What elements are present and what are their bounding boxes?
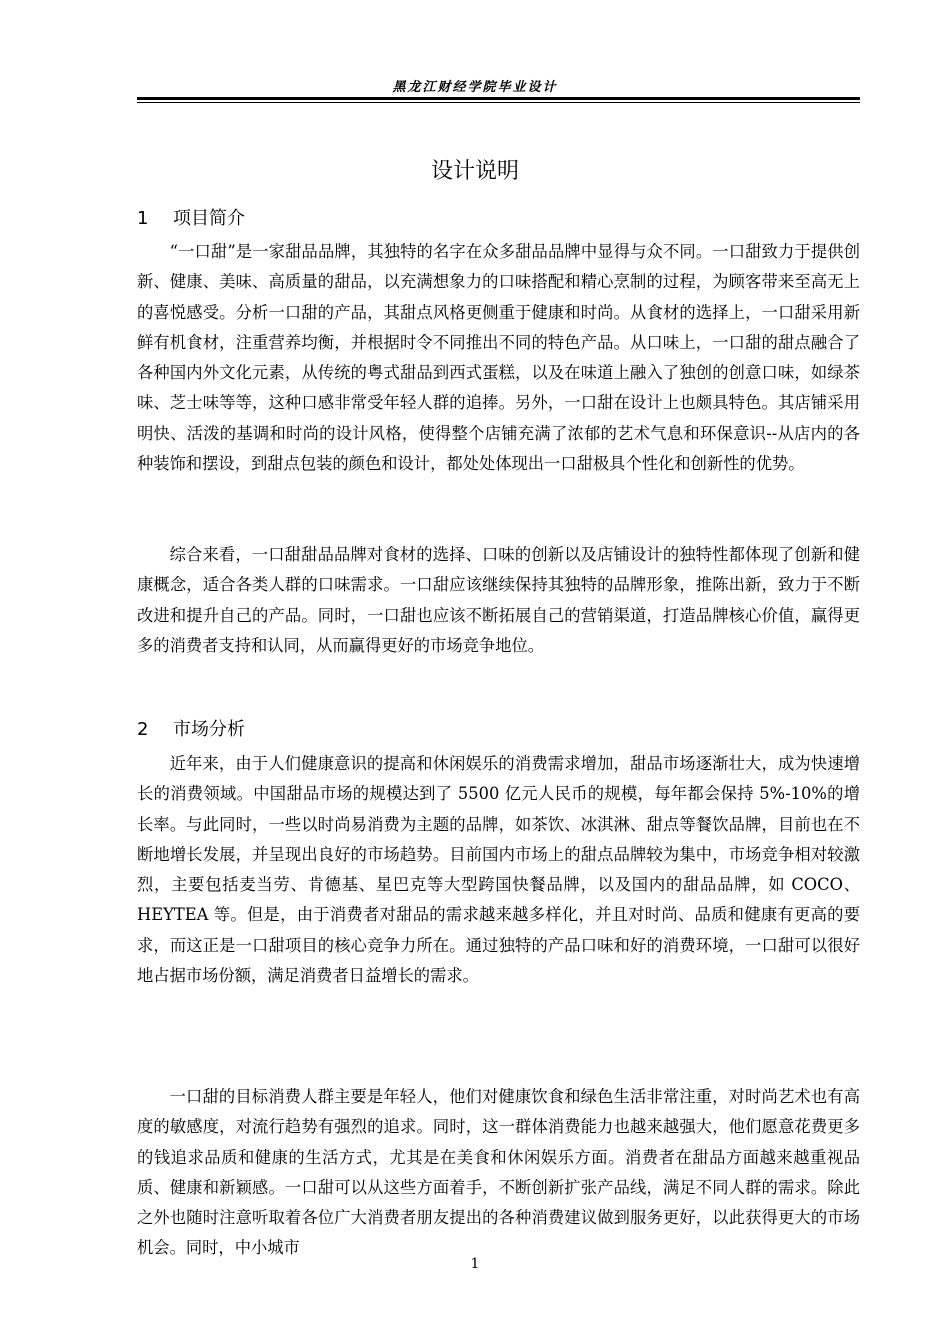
- section-number: 2: [137, 719, 149, 740]
- header-rule-thick: [137, 97, 860, 100]
- section-title: 市场分析: [173, 719, 245, 740]
- paragraph: “一口甜”是一家甜品品牌，其独特的名字在众多甜品品牌中显得与众不同。一口甜致力于提供创新、健康、美味、高质量的甜品，以充满想象力的口味搭配和精心烹制的过程，为顾客带来至高无上的喜悦感受。分析一口甜的产品，其甜点风格更侧重于健康和时尚。从食材的选择上，一口甜采用新鲜有机食材，注重营养均衡，并根据时令不同推出不同的特色产品。从口味上，一口甜的甜点融合了各种国内外文化元素，从传统的粤式甜品到西式蛋糕，以及在味道上融入了独创的创意口味，如绿茶味、芝士味等等，这种口感非常受年轻人群的追捧。另外，一口甜在设计上也颇具特色。其店铺采用明快、活泼的基调和时尚的设计风格，使得整个店铺充满了浓郁的艺术气息和环保意识--从店内的各种装饰和摆设，到甜点包装的颜色和设计，都处处体现出一口甜极具个性化和创新性的优势。: [137, 242, 860, 474]
- header-rule-thin: [137, 102, 860, 103]
- section-heading: [137, 208, 245, 230]
- paragraph: 近年来，由于人们健康意识的提高和休闲娱乐的消费需求增加，甜品市场逐渐壮大，成为快速增长的消费领域。中国甜品市场的规模达到了 5500 亿元人民币的规模，每年都会保持 5%-10%的增长率。与此同时，一些以时尚易消费为主题的品牌，如茶饮、冰淇淋、甜点等餐饮品牌，目前也在不断地增长发展，并呈现出良好的市场趋势。目前国内市场上的甜点品牌较为集中，市场竞争相对较激烈，主要包括麦当劳、肯德基、星巴克等大型跨国快餐品牌，以及国内的甜品品牌，如 COCO、HEYTEA 等。但是，由于消费者对甜品的需求越来越多样化，并且对时尚、品质和健康有更高的要求，而这正是一口甜项目的核心竞争力所在。通过独特的产品口味和好的消费环境，一口甜可以很好地占据市场份额，满足消费者日益增长的需求。: [137, 754, 860, 986]
- document-title: 设计说明: [430, 159, 519, 184]
- section-heading: [137, 719, 245, 741]
- running-header: 黑龙江财经学院毕业设计: [392, 80, 558, 95]
- paragraph: 一口甜的目标消费人群主要是年轻人，他们对健康饮食和绿色生活非常注重，对时尚艺术也有高度的敏感度，对流行趋势有强烈的追求。同时，这一群体消费能力也越来越强大，他们愿意花费更多的钱追求品质和健康的生活方式，尤其是在美食和休闲娱乐方面。消费者在甜品方面越来越重视品质、健康和新颖感。一口甜可以从这些方面着手，不断创新扩张产品线，满足不同人群的需求。除此之外也随时注意听取着各位广大消费者朋友提出的各种消费建议做到服务更好，以此获得更大的市场机会。同时，中小城市: [137, 1087, 860, 1258]
- section-title: 项目简介: [173, 208, 245, 229]
- section-number: 1: [137, 208, 149, 229]
- page-number: 1: [470, 1256, 480, 1272]
- paragraph: 综合来看，一口甜甜品品牌对食材的选择、口味的创新以及店铺设计的独特性都体现了创新和健康概念，适合各类人群的口味需求。一口甜应该继续保持其独特的品牌形象，推陈出新，致力于不断改进和提升自己的产品。同时，一口甜也应该不断拓展自己的营销渠道，打造品牌核心价值，赢得更多的消费者支持和认同，从而赢得更好的市场竞争地位。: [137, 545, 860, 655]
